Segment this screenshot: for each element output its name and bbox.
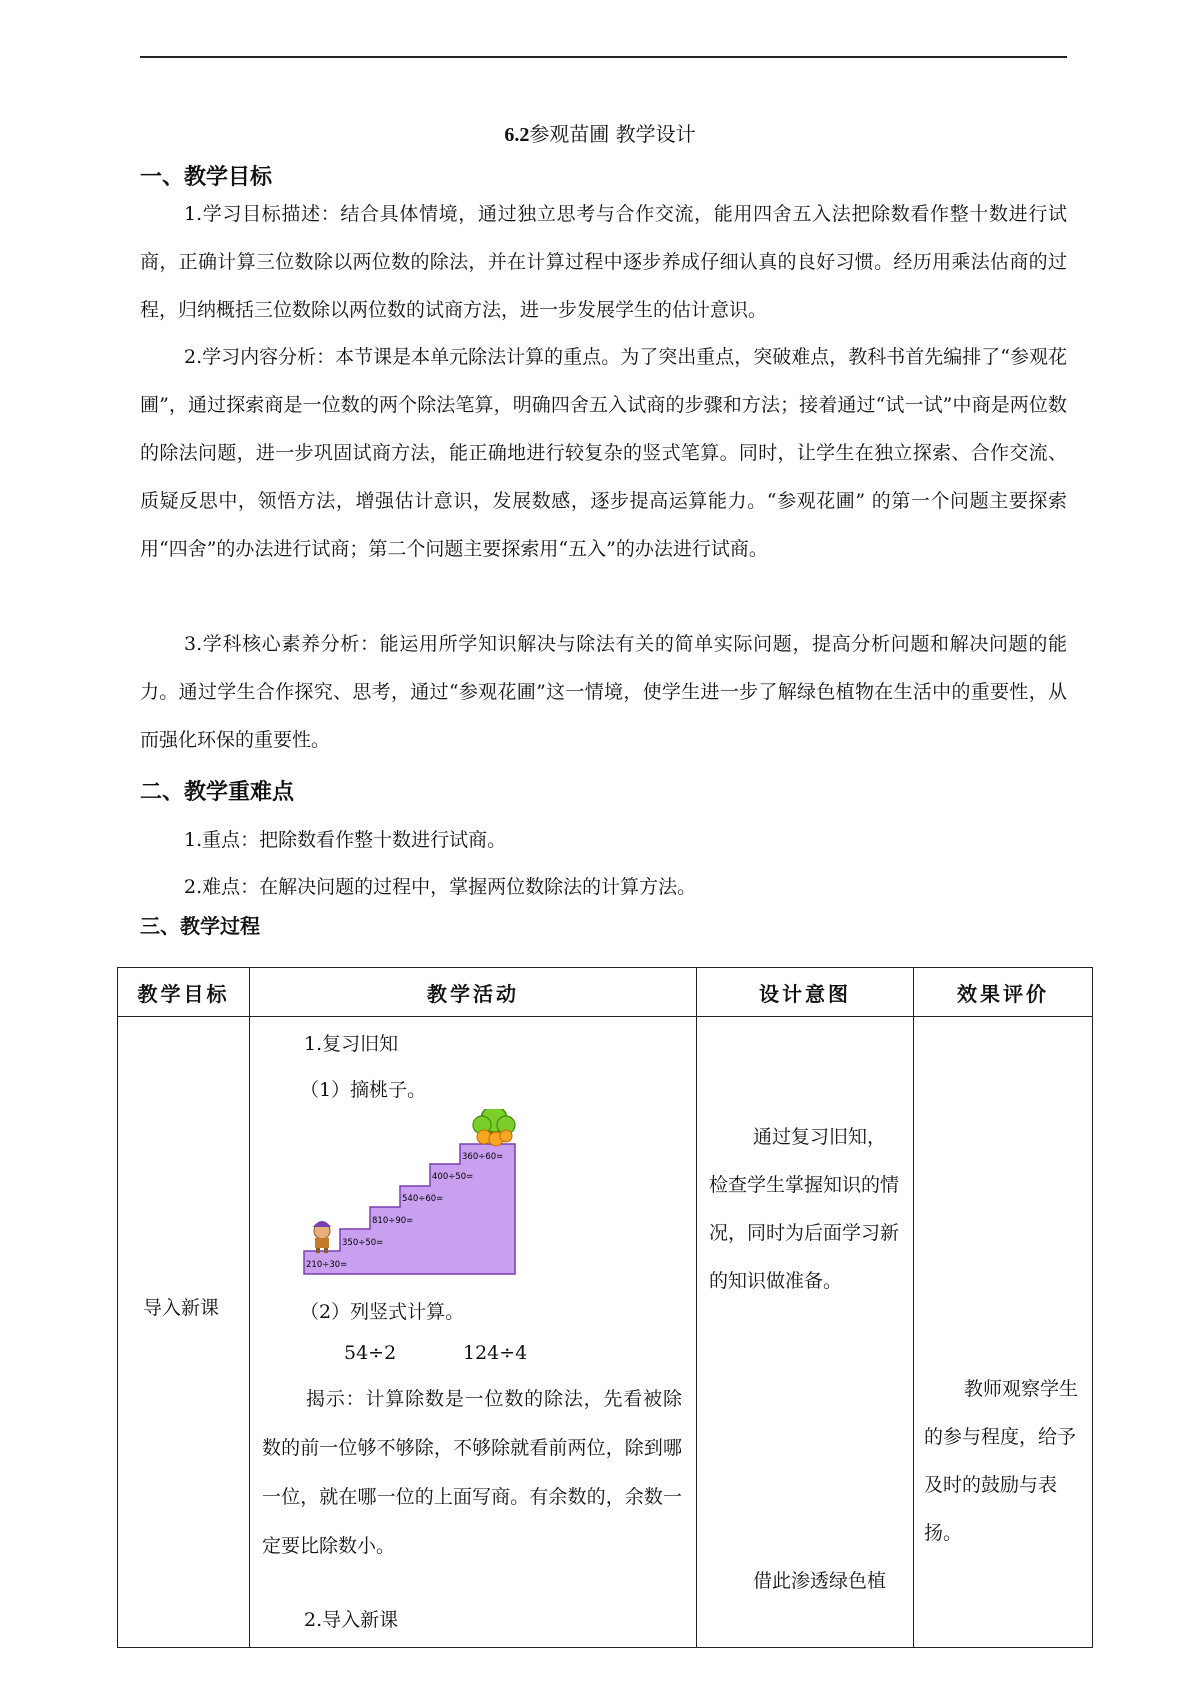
activity-item-1b: （2）列竖式计算。 (300, 1301, 465, 1323)
stair-label: 210÷30= (306, 1260, 348, 1270)
teaching-process-table (117, 967, 1093, 1648)
section-heading-key-points: 二、教学重难点 (140, 780, 295, 805)
calc-expression-1: 54÷2 (344, 1342, 397, 1364)
stair-label: 400÷50= (432, 1172, 474, 1182)
goal-paragraph-3: 3.学科核心素养分析：能运用所学知识解决与除法有关的简单实际问题，提高分析问题和解决问题的能力。通过学生合作探究、思考，通过“参观花圃”这一情境，使学生进一步了解绿色植物在生活中的重要性，从而强化环保的重要性。 (140, 633, 1067, 751)
stair-label: 350÷50= (342, 1238, 384, 1248)
intent-text-2: 借此渗透绿色植 (753, 1570, 887, 1592)
title-number: 6.2 (504, 124, 530, 146)
stairs-shape (304, 1144, 515, 1274)
calc-expression-2: 124÷4 (463, 1342, 528, 1364)
table-row (118, 1017, 1093, 1648)
header-goal: 教学目标 (118, 968, 250, 1017)
header-rule (140, 56, 1067, 58)
activity-hint: 揭示：计算除数是一位数的除法，先看被除数的前一位够不够除，不够除就看前两位，除到哪一位，就在哪一位的上面写商。有余数的，余数一定要比除数小。 (262, 1388, 682, 1557)
peach-stairs-illustration (300, 1109, 530, 1279)
goal-text: 导入新课 (143, 1297, 220, 1319)
evaluation-cell (914, 1017, 1093, 1648)
title-text: 参观苗圃 教学设计 (529, 122, 696, 146)
difficulty-line: 2.难点：在解决问题的过程中，掌握两位数除法的计算方法。 (184, 876, 697, 898)
section-heading-goals: 一、教学目标 (140, 165, 273, 190)
document-title (0, 118, 1200, 147)
goal-paragraph-1: 1.学习目标描述：结合具体情境，通过独立思考与合作交流，能用四舍五入法把除数看作整十数进行试商，正确计算三位数除以两位数的除法，并在计算过程中逐步养成仔细认真的良好习惯。经历用乘法估商的过程，归纳概括三位数除以两位数的试商方法，进一步发展学生的估计意识。 (140, 203, 1067, 321)
header-evaluation: 效果评价 (914, 968, 1093, 1017)
header-activity: 教学活动 (250, 968, 697, 1017)
stair-label: 810÷90= (372, 1216, 414, 1226)
activity-cell (250, 1017, 697, 1648)
stair-label: 540÷60= (402, 1194, 444, 1204)
activity-item-1a: （1）摘桃子。 (300, 1079, 427, 1101)
activity-item-1: 1.复习旧知 (304, 1033, 399, 1055)
child-character-icon (313, 1221, 331, 1253)
header-intent: 设计意图 (697, 968, 914, 1017)
intent-cell (697, 1017, 914, 1648)
activity-item-2: 2.导入新课 (304, 1609, 399, 1631)
key-point-line: 1.重点：把除数看作整十数进行试商。 (184, 829, 507, 851)
table-header-row (118, 968, 1093, 1017)
goal-paragraph-2: 2.学习内容分析：本节课是本单元除法计算的重点。为了突出重点，突破难点，教科书首先编排了“参观花圃”，通过探索商是一位数的两个除法笔算，明确四舍五入试商的步骤和方法；接着通过“试一试”中商是两位数的除法问题，进一步巩固试商方法，能正确地进行较复杂的竖式笔算。同时，让学生在独立探索、合作交流、质疑反思中，领悟方法，增强估计意识，发展数感，逐步提高运算能力。“参观花圃” 的第一个问题主要探索用“四舍”的办法进行试商；第二个问题主要探索用“五入”的办法进行试商。 (140, 346, 1067, 560)
stair-label: 360÷60= (462, 1152, 504, 1162)
intent-text-1: 通过复习旧知，检查学生掌握知识的情况，同时为后面学习新的知识做准备。 (709, 1126, 900, 1292)
evaluation-text: 教师观察学生的参与程度，给予及时的鼓励与表扬。 (924, 1378, 1079, 1544)
goal-cell (118, 1017, 250, 1648)
section-heading-process: 三、教学过程 (140, 914, 260, 938)
peach-tree-icon (473, 1109, 515, 1146)
